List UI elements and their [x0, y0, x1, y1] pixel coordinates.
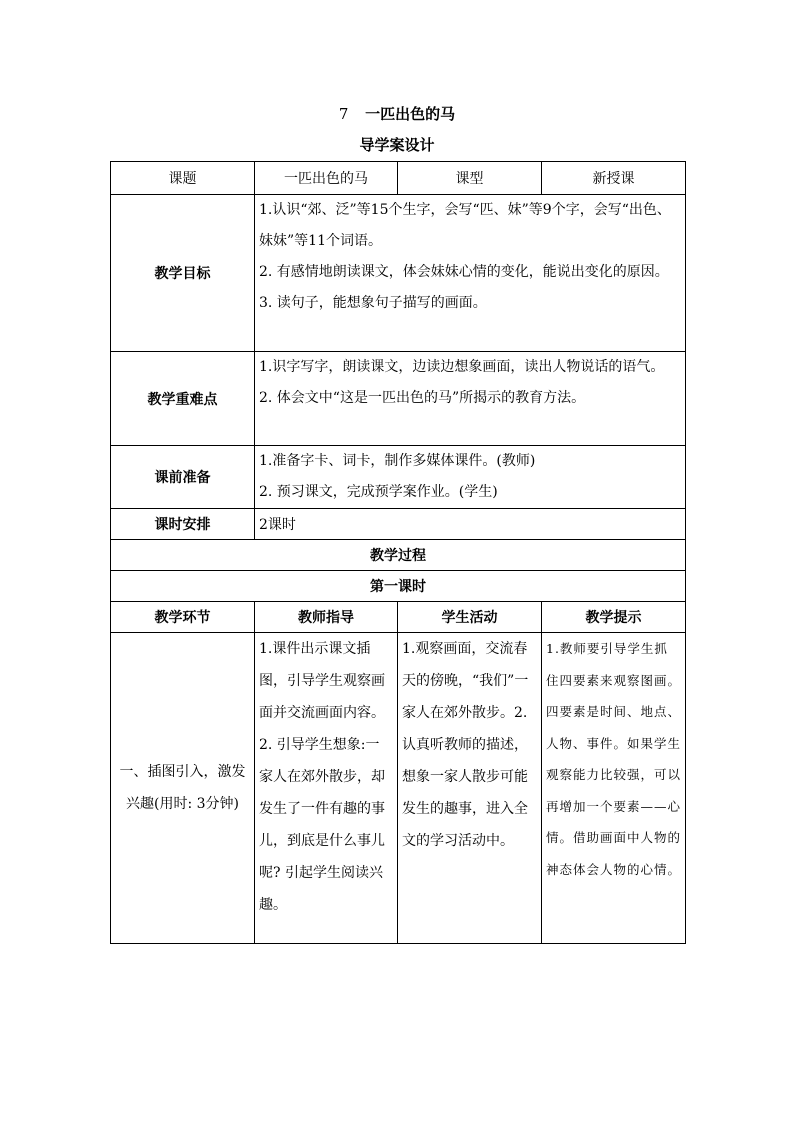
step-student: 1.观察画面，交流春天的傍晚，“我们”一家人在郊外散步。2.认真听教师的描述，想象一家人散步可能发生的趣事，进入全文的学习活动中。 — [398, 633, 542, 944]
topic-label: 课题 — [111, 162, 255, 195]
prep-item: 1.准备字卡、词卡，制作多媒体课件。(教师) — [259, 453, 536, 469]
row-prep — [111, 446, 686, 509]
step-name: 一、插图引入，激发兴趣(用时: 3分钟) — [111, 633, 255, 944]
goal-item: 2. 有感情地朗读课文，体会妹妹心情的变化，能说出变化的原因。 — [259, 264, 669, 280]
prep-content — [255, 446, 686, 509]
document-subtitle: 导学案设计 — [359, 136, 435, 154]
row-process-heading — [111, 540, 686, 571]
schedule-value: 2课时 — [255, 509, 686, 540]
step-hint: 1.教师要引导学生抓住四要素来观察图画。四要素是时间、地点、人物、事件。如果学生观察能力比较强，可以再增加一个要素——心情。借助画面中人物的神态体会人物的心情。 — [542, 633, 686, 944]
goals-label: 教学目标 — [111, 195, 255, 352]
key-content — [255, 352, 686, 446]
goal-item: 1.认识“郊、泛”等15个生字，会写“匹、妹”等9个字，会写“出色、妹妹”等11个词语。 — [259, 202, 671, 249]
prep-label: 课前准备 — [111, 446, 255, 509]
lesson-number: 7 — [338, 105, 349, 123]
key-item: 2. 体会文中“这是一匹出色的马”所揭示的教育方法。 — [259, 390, 586, 406]
goals-content — [255, 195, 686, 352]
process-heading: 教学过程 — [111, 540, 686, 571]
type-value: 新授课 — [542, 162, 686, 195]
row-goals — [111, 195, 686, 352]
document-title — [0, 103, 794, 124]
topic-value: 一匹出色的马 — [255, 162, 398, 195]
lesson-title: 一匹出色的马 — [365, 105, 456, 123]
row-topic — [111, 162, 686, 195]
goal-item: 3. 读句子，能想象句子描写的画面。 — [259, 295, 487, 311]
column-header: 教学环节 — [111, 602, 255, 633]
key-label: 教学重难点 — [111, 352, 255, 446]
schedule-label: 课时安排 — [111, 509, 255, 540]
row-key-points — [111, 352, 686, 446]
lesson-plan-table — [110, 161, 686, 944]
row-step-1 — [111, 633, 686, 944]
row-schedule — [111, 509, 686, 540]
column-header: 教学提示 — [542, 602, 686, 633]
row-lesson — [111, 571, 686, 602]
prep-item: 2. 预习课文，完成预学案作业。(学生) — [259, 484, 498, 500]
key-item: 1.识字写字，朗读课文，边读边想象画面，读出人物说话的语气。 — [259, 359, 665, 375]
column-header: 教师指导 — [255, 602, 398, 633]
lesson-heading: 第一课时 — [111, 571, 686, 602]
type-label: 课型 — [398, 162, 542, 195]
step-teacher: 1.课件出示课文插图，引导学生观察画面并交流画面内容。2. 引导学生想象:一家人在郊外散步，却发生了一件有趣的事儿，到底是什么事儿呢? 引起学生阅读兴趣。 — [255, 633, 398, 944]
column-header: 学生活动 — [398, 602, 542, 633]
row-column-headers — [111, 602, 686, 633]
